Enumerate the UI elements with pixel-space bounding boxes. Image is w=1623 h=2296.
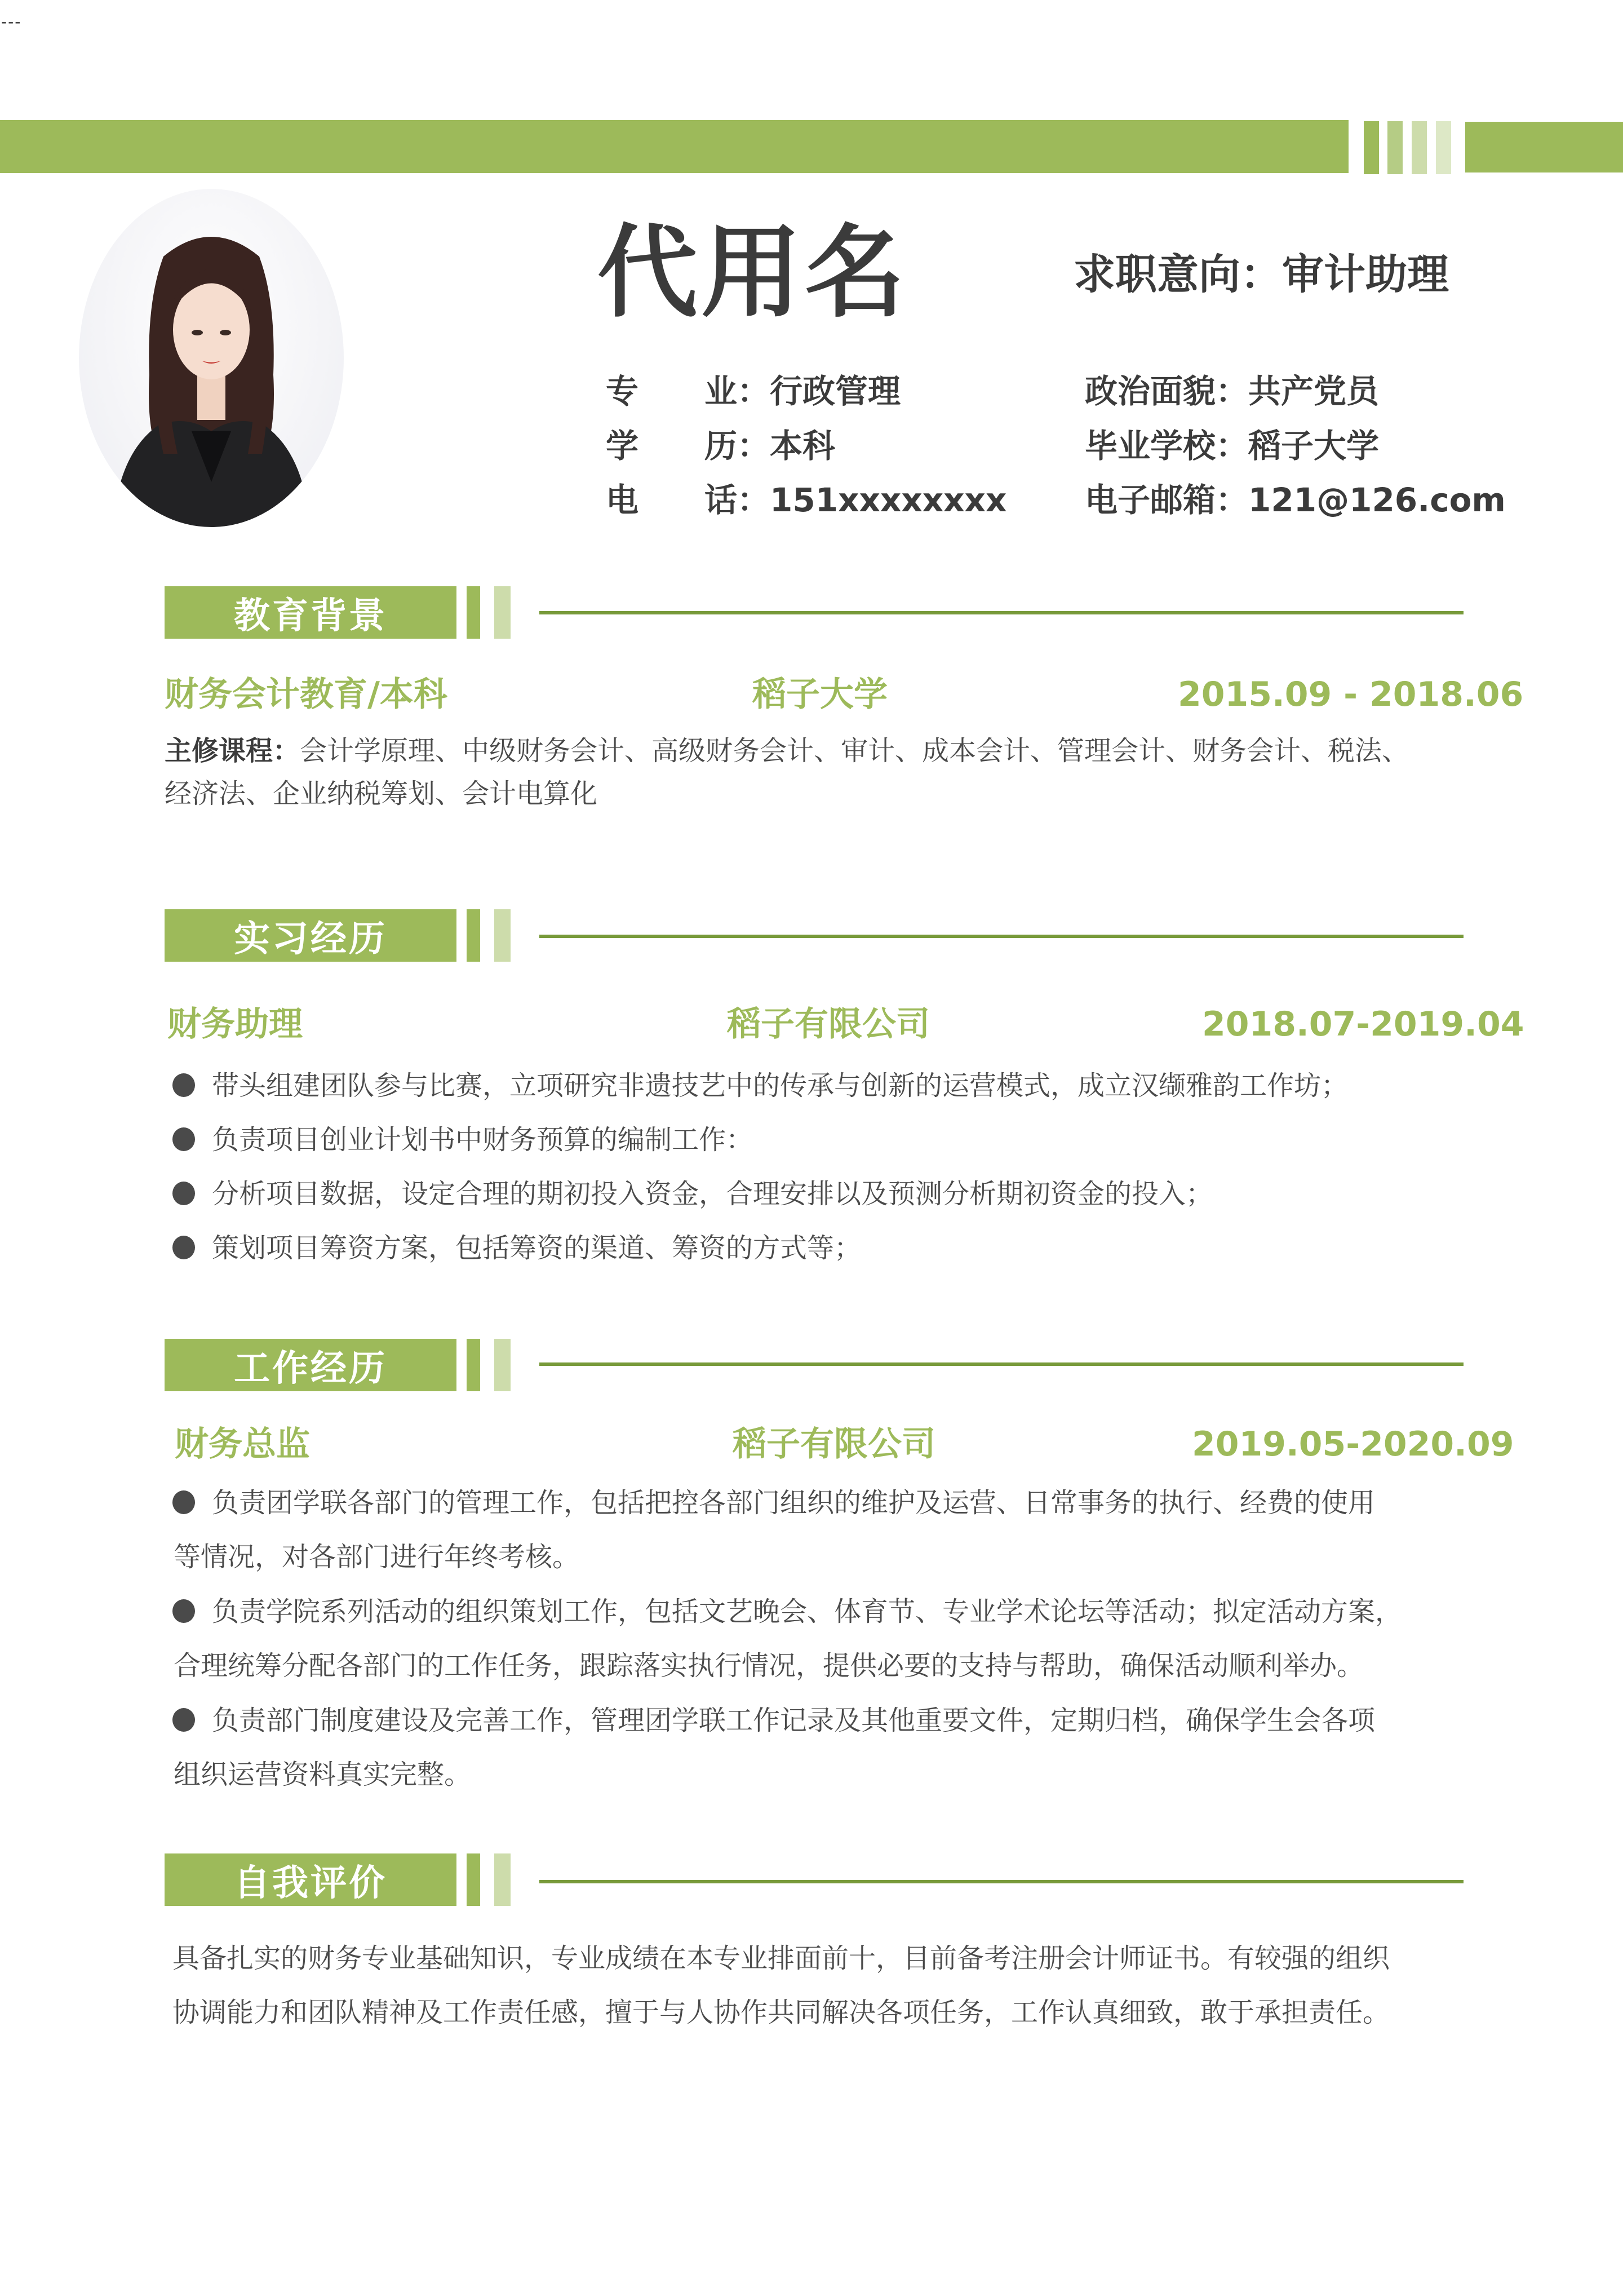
work-company: 稻子有限公司 <box>733 1425 935 1464</box>
internship-bullet: 策划项目筹资方案，包括筹资的渠道、筹资的方式等； <box>172 1235 861 1262</box>
internship-bullet: 带头组建团队参与比赛，立项研究非遗技艺中的传承与创新的运营模式，成立汉缬雅韵工作坊； <box>172 1072 1348 1099</box>
info-political-status-value: 共产党员 <box>1248 372 1380 410</box>
internship-position: 财务助理 <box>167 1005 303 1044</box>
info-education-level: 学 历：本科 <box>606 427 836 465</box>
avatar-photo <box>79 189 344 527</box>
info-major-value: 行政管理 <box>770 372 901 410</box>
work-period: 2019.05-2020.09 <box>1192 1425 1514 1464</box>
work-bullet-3-line2: 组织运营资料真实完整。 <box>174 1759 472 1790</box>
bullet-icon <box>172 1490 195 1514</box>
section-stripe <box>467 1339 480 1391</box>
work-bullet-3-line1: 负责部门制度建设及完善工作，管理团学联工作记录及其他重要文件，定期归档，确保学生会各项 <box>172 1707 1375 1734</box>
info-political-status: 政治面貌：共产党员 <box>1085 372 1380 410</box>
self-evaluation-line2: 协调能力和团队精神及工作责任感，擅于与人协作共同解决各项任务，工作认真细致，敢于承担责任。 <box>172 1997 1390 2028</box>
bullet-icon <box>172 1073 195 1097</box>
section-stripe <box>494 586 511 639</box>
bullet-icon <box>172 1182 195 1205</box>
section-divider <box>539 1362 1464 1366</box>
job-intention-value: 审计助理 <box>1282 250 1449 299</box>
section-title-education: 教育背景 <box>165 586 456 639</box>
internship-period: 2018.07-2019.04 <box>1202 1005 1524 1044</box>
top-banner-stripe-3 <box>1412 121 1427 174</box>
person-portrait-icon <box>79 189 344 527</box>
section-divider <box>539 935 1464 938</box>
top-banner-right-block <box>1465 122 1623 172</box>
work-bullet-2-line1: 负责学院系列活动的组织策划工作，包括文艺晚会、体育节、专业学术论坛等活动；拟定活动方案， <box>172 1598 1402 1625</box>
section-title-internship: 实习经历 <box>165 909 456 962</box>
bullet-icon <box>172 1599 195 1623</box>
section-stripe <box>467 586 480 639</box>
self-evaluation-line1: 具备扎实的财务专业基础知识，专业成绩在本专业排面前十，目前备考注册会计师证书。有较强的组织 <box>172 1943 1390 1974</box>
section-title-work: 工作经历 <box>165 1339 456 1391</box>
internship-bullet: 负责项目创业计划书中财务预算的编制工作： <box>172 1126 753 1153</box>
info-education-level-value: 本科 <box>770 427 836 465</box>
education-major: 财务会计教育/本科 <box>165 675 447 714</box>
section-stripe <box>467 909 480 962</box>
info-major: 专 业：行政管理 <box>606 372 901 410</box>
job-intention-label: 求职意向： <box>1074 250 1282 299</box>
education-period: 2015.09 - 2018.06 <box>1178 675 1524 714</box>
section-divider <box>539 611 1464 614</box>
info-email-value: 121@126.com <box>1248 481 1506 519</box>
work-bullet-1-line2: 等情况，对各部门进行年终考核。 <box>174 1541 580 1573</box>
bullet-icon <box>172 1236 195 1259</box>
section-stripe <box>494 909 511 962</box>
top-banner-stripe-2 <box>1387 121 1403 174</box>
work-bullet-2-line2: 合理统筹分配各部门的工作任务，跟踪落实执行情况，提供必要的支持与帮助，确保活动顺利举办。 <box>174 1650 1364 1682</box>
info-graduated-school-value: 稻子大学 <box>1248 427 1380 465</box>
bullet-icon <box>172 1708 195 1732</box>
internship-company: 稻子有限公司 <box>727 1005 930 1044</box>
section-stripe <box>494 1853 511 1906</box>
candidate-name: 代用名 <box>597 214 908 331</box>
courses-label: 主修课程： <box>165 735 300 767</box>
page-marker: --- <box>1 12 22 31</box>
section-title-self-evaluation: 自我评价 <box>165 1853 456 1906</box>
section-stripe <box>494 1339 511 1391</box>
section-stripe <box>467 1853 480 1906</box>
education-courses-line2: 经济法、企业纳税筹划、会计电算化 <box>165 778 598 809</box>
education-courses-line1: 主修课程：会计学原理、中级财务会计、高级财务会计、审计、成本会计、管理会计、财务会计、税法、 <box>165 735 1409 767</box>
top-banner-bar <box>0 120 1349 173</box>
info-email: 电子邮箱：121@126.com <box>1085 481 1506 519</box>
bullet-icon <box>172 1127 195 1151</box>
top-banner-stripe-1 <box>1364 121 1379 174</box>
internship-bullet: 分析项目数据，设定合理的期初投入资金，合理安排以及预测分析期初资金的投入； <box>172 1180 1213 1207</box>
work-bullet-1-line1: 负责团学联各部门的管理工作，包括把控各部门组织的维护及运营、日常事务的执行、经费的使用 <box>172 1489 1375 1516</box>
work-position: 财务总监 <box>175 1425 310 1464</box>
section-divider <box>539 1880 1464 1883</box>
job-intention <box>1074 250 1449 299</box>
info-phone-value: 151xxxxxxxx <box>770 481 1007 519</box>
education-school: 稻子大学 <box>752 675 888 714</box>
info-phone: 电 话：151xxxxxxxx <box>606 481 1007 519</box>
top-banner-stripe-4 <box>1436 121 1451 174</box>
info-graduated-school: 毕业学校：稻子大学 <box>1085 427 1380 465</box>
